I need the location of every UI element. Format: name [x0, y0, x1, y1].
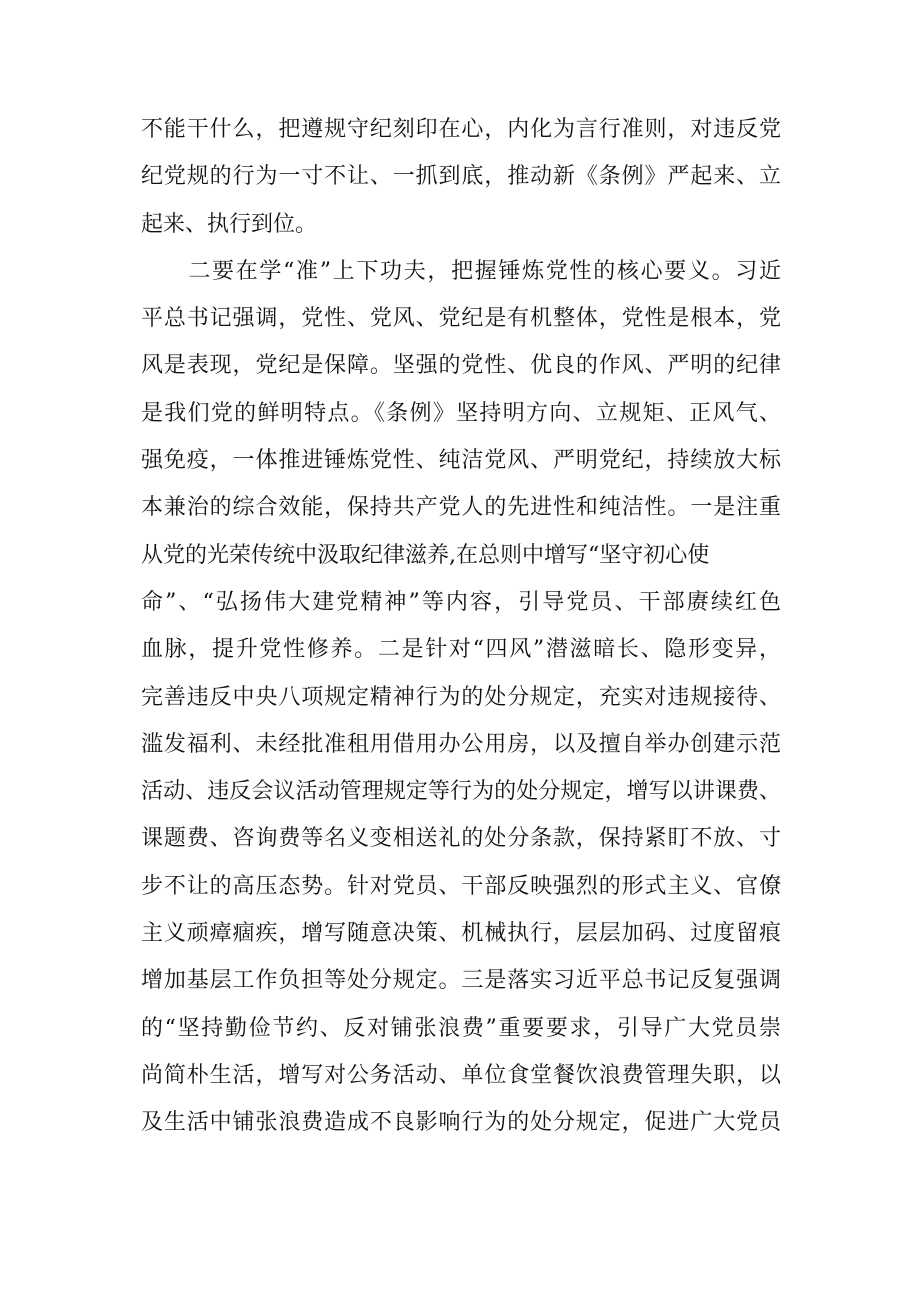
- text-line: 步不让的高压态势。针对党员、干部反映强烈的形式主义、官僚: [141, 873, 781, 899]
- body-text: [141, 106, 781, 1147]
- text-line: 课题费、咨询费等名义变相送礼的处分条款，保持紧盯不放、寸: [141, 826, 781, 852]
- text-line: 是我们党的鲜明特点。《条例》坚持明方向、立规矩、正风气、: [141, 400, 781, 426]
- text-line: 及生活中铺张浪费造成不良影响行为的处分规定，促进广大党员: [141, 1110, 781, 1136]
- text-line: 滥发福利、未经批准租用借用办公用房，以及擅自举办创建示范: [141, 731, 781, 757]
- text-line: 从党的光荣传统中汲取纪律滋养,在总则中增写“坚守初心使: [141, 542, 710, 568]
- text-line: 血脉，提升党性修养。二是针对“四风”潜滋暗长、隐形变异，: [141, 637, 781, 663]
- paragraph-continued: [141, 106, 781, 248]
- text-line: 命”、“弘扬伟大建党精神”等内容，引导党员、干部赓续红色: [141, 589, 781, 615]
- text-line: 纪党规的行为一寸不让、一抓到底，推动新《条例》严起来、立: [141, 164, 781, 190]
- text-line: 不能干什么，把遵规守纪刻印在心，内化为言行准则，对违反党: [141, 117, 781, 142]
- text-line: 主义顽瘴痼疾，增写随意决策、机械执行，层层加码、过度留痕: [141, 921, 781, 947]
- text-line: 活动、违反会议活动管理规定等行为的处分规定，增写以讲课费、: [141, 779, 781, 805]
- text-line: 的“坚持勤俭节约、反对铺张浪费”重要要求，引导广大党员崇: [141, 1015, 781, 1041]
- text-line: 强免疫，一体推进锤炼党性、纯洁党风、严明党纪，持续放大标: [141, 448, 781, 474]
- text-line: 平总书记强调，党性、党风、党纪是有机整体，党性是根本，党: [141, 306, 781, 332]
- text-line-last: 起来、执行到位。: [141, 211, 318, 237]
- text-line: 本兼治的综合效能，保持共产党人的先进性和纯洁性。一是注重: [141, 495, 781, 521]
- text-line: 增加基层工作负担等处分规定。三是落实习近平总书记反复强调: [141, 968, 781, 994]
- text-line-first: 二要在学“准”上下功夫，把握锤炼党性的核心要义。习近: [141, 258, 781, 284]
- text-line: 风是表现，党纪是保障。坚强的党性、优良的作风、严明的纪律: [141, 353, 781, 379]
- text-line: 完善违反中央八项规定精神行为的处分规定，充实对违规接待、: [141, 684, 781, 710]
- text-line: 尚简朴生活，增写对公务活动、单位食堂餐饮浪费管理失职，以: [141, 1062, 781, 1088]
- paragraph-two: [141, 248, 781, 1147]
